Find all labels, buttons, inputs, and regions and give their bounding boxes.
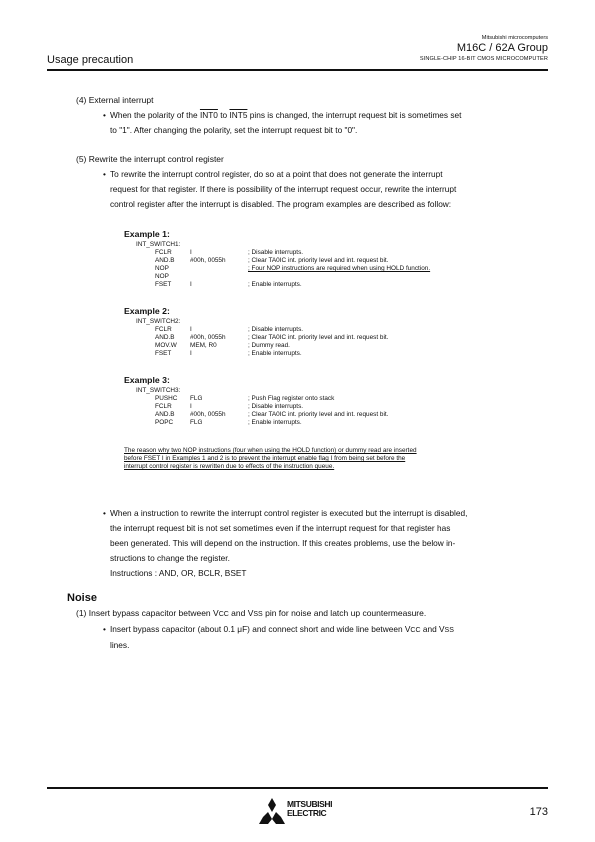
footer-rule	[47, 787, 548, 789]
bullet: •	[103, 110, 106, 120]
mitsubishi-logo-icon	[255, 797, 289, 825]
section-5-line: request for that register. If there is possibility of the interrupt request occur, rewrite the interrupt	[110, 184, 457, 194]
example-2-label: INT_SWITCH2:	[136, 318, 181, 325]
section-4-line: to "1". After changing the polarity, set the interrupt request bit to "0".	[110, 125, 358, 135]
page-number: 173	[529, 806, 548, 818]
noise-heading: Noise	[67, 592, 97, 604]
noise-item-1-title: (1) Insert bypass capacitor between VCC and VSS pin for noise and latch up countermeasure.	[76, 608, 427, 618]
example-3-label: INT_SWITCH3:	[136, 387, 181, 394]
brand-line: ELECTRIC	[287, 808, 327, 818]
section-5-line: To rewrite the interrupt control register, do so at a point that does not generate the interrupt	[110, 169, 443, 179]
example-1-label: INT_SWITCH1:	[136, 241, 181, 248]
header-company: Mitsubishi microcomputers	[481, 35, 548, 41]
bullet: •	[103, 508, 106, 518]
note-body-line: the interrupt request bit is not set sometimes even if the interrupt request for that register has	[110, 523, 451, 533]
brand-line: MITSUBISHI	[287, 799, 333, 809]
header-section-title: Usage precaution	[47, 54, 134, 66]
int5-signal: INT5	[229, 110, 248, 120]
noise-body-line: lines.	[110, 640, 130, 650]
note-line: interrupt control register is rewritten due to effects of the instruction queue.	[124, 463, 335, 470]
instruction-list: Instructions : AND, OR, BCLR, BSET	[110, 568, 247, 578]
note-body-line: been generated. This will depend on the instruction. If this creates problems, use the below in-	[110, 538, 456, 548]
section-5-line: control register after the interrupt is disabled. The program examples are described as follow:	[110, 199, 452, 209]
bullet: •	[103, 624, 106, 634]
note-body-line: structions to change the register.	[110, 553, 230, 563]
header-product-group: M16C / 62A Group	[456, 42, 548, 54]
section-5-title: (5) Rewrite the interrupt control register	[76, 154, 224, 164]
note-line: before FSET I in Examples 1 and 2 is to prevent the interrupt enable flag I from being set before the	[124, 455, 406, 462]
example-1-title: Example 1:	[124, 229, 170, 239]
section-4-body	[103, 108, 535, 138]
note-line: The reason why two NOP instructions (four when using the HOLD function) or dummy read are inserted	[124, 447, 417, 454]
bullet: •	[103, 169, 106, 179]
note-body-line: When a instruction to rewrite the interrupt control register is executed but the interrupt is disabled,	[110, 508, 468, 518]
interrupt-disabled-note	[103, 506, 535, 581]
header-subtitle: SINGLE-CHIP 16-BIT CMOS MICROCOMPUTER	[419, 56, 548, 62]
section-5-body	[103, 167, 535, 212]
example-3-title: Example 3:	[124, 375, 170, 385]
noise-body-line: Insert bypass capacitor (about 0.1 μF) and connect short and wide line between VCC and VSS	[110, 624, 454, 634]
brand-name	[287, 800, 332, 818]
section-4-line: When the polarity of the INT0 to INT5 pins is changed, the interrupt request bit is sometimes set	[110, 110, 462, 120]
nop-explanation-note	[124, 447, 519, 471]
example-2-title: Example 2:	[124, 306, 170, 316]
noise-item-1-body	[103, 622, 535, 653]
section-4-title: (4) External interrupt	[76, 95, 154, 105]
int0-signal: INT0	[199, 110, 218, 120]
header-rule	[47, 69, 548, 71]
nop-requirement-comment: ; Four NOP instructions are required when using HOLD function.	[248, 265, 431, 272]
